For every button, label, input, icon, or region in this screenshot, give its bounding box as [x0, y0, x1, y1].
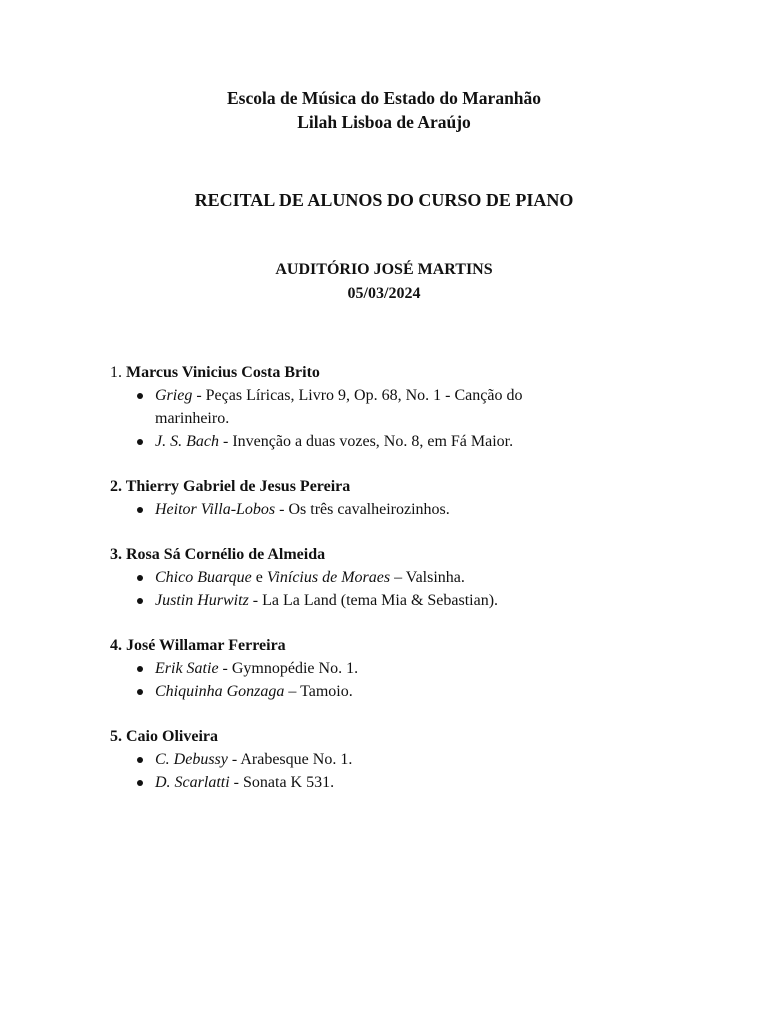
composer: Chiquinha Gonzaga	[155, 683, 285, 700]
bullet-icon	[137, 507, 143, 513]
composer: C. Debussy	[155, 751, 228, 768]
school-patron: Lilah Lisboa de Araújo	[297, 112, 471, 132]
composer: J. S. Bach	[155, 433, 219, 450]
composer: Erik Satie	[155, 660, 219, 677]
piece-item	[110, 430, 710, 453]
composer: Justin Hurwitz	[155, 592, 249, 609]
performer-5	[110, 725, 710, 794]
bullet-icon	[137, 757, 143, 763]
program-list	[110, 361, 710, 816]
bullet-icon	[137, 439, 143, 445]
separator: -	[192, 387, 206, 404]
piece-list	[110, 657, 710, 703]
performer-number: 5.	[110, 728, 122, 745]
venue-name: AUDITÓRIO JOSÉ MARTINS	[275, 261, 493, 278]
work-title: La La Land (tema Mia & Sebastian).	[262, 592, 499, 609]
separator: -	[248, 592, 263, 609]
separator: -	[218, 433, 233, 450]
work-title: Invenção a duas vozes, No. 8, em Fá Maior.	[232, 433, 514, 450]
bullet-icon	[137, 575, 143, 581]
work-title: Valsinha.	[405, 569, 465, 586]
piece-item	[110, 771, 710, 794]
separator: -	[229, 774, 243, 791]
bullet-icon	[137, 780, 143, 786]
piece-list	[110, 384, 710, 453]
composer: Chico Buarque	[155, 569, 252, 586]
performer-number: 4.	[110, 637, 122, 654]
performer-1	[110, 361, 710, 453]
separator: –	[390, 569, 406, 586]
work-title: Os três cavalheirozinhos.	[288, 501, 450, 518]
school-header	[0, 86, 768, 134]
piece-item	[110, 748, 710, 771]
piece-item	[110, 566, 710, 589]
piece-item	[110, 680, 710, 703]
work-title: Gymnopédie No. 1.	[231, 660, 359, 677]
performer-heading	[110, 634, 710, 657]
performer-4	[110, 634, 710, 703]
piece-item	[110, 589, 710, 612]
separator: –	[284, 683, 301, 700]
composer: Vinícius de Moraes	[266, 569, 391, 586]
piece-list	[110, 566, 710, 612]
piece-item	[110, 498, 710, 521]
bullet-icon	[137, 598, 143, 604]
performer-heading	[110, 543, 710, 566]
piece-list	[110, 748, 710, 794]
performer-name: Caio Oliveira	[126, 728, 218, 745]
performer-heading	[110, 475, 710, 498]
performer-name: Thierry Gabriel de Jesus Pereira	[125, 478, 351, 495]
separator: -	[275, 501, 289, 518]
performer-name: José Willamar Ferreira	[126, 637, 286, 654]
recital-date: 05/03/2024	[347, 285, 421, 302]
performer-heading	[110, 725, 710, 748]
composer: Heitor Villa-Lobos	[155, 501, 276, 518]
piece-item	[110, 657, 710, 680]
bullet-icon	[137, 666, 143, 672]
performer-name: Rosa Sá Cornélio de Almeida	[126, 546, 326, 563]
separator: -	[227, 751, 241, 768]
bullet-icon	[137, 689, 143, 695]
work-title: Arabesque No. 1.	[240, 751, 353, 768]
bullet-icon	[137, 393, 143, 399]
composer: D. Scarlatti	[155, 774, 230, 791]
performer-heading	[110, 361, 710, 384]
performer-name: Marcus Vinicius Costa Brito	[126, 364, 320, 381]
composer: Grieg	[155, 387, 193, 404]
work-title: Peças Líricas, Livro 9, Op. 68, No. 1 - Canção do marinheiro.	[155, 387, 523, 427]
performer-number: 3.	[110, 546, 122, 563]
performer-number: 1.	[110, 364, 122, 381]
joiner: e	[251, 569, 267, 586]
school-name: Escola de Música do Estado do Maranhão	[226, 88, 542, 108]
recital-title: RECITAL DE ALUNOS DO CURSO DE PIANO	[194, 190, 574, 210]
performer-3	[110, 543, 710, 612]
piece-item	[110, 384, 710, 430]
work-title: Sonata K 531.	[243, 774, 335, 791]
performer-2	[110, 475, 710, 521]
piece-list	[110, 498, 710, 521]
performer-number: 2.	[110, 478, 122, 495]
venue-block	[0, 258, 768, 306]
work-title: Tamoio.	[300, 683, 353, 700]
separator: -	[218, 660, 232, 677]
